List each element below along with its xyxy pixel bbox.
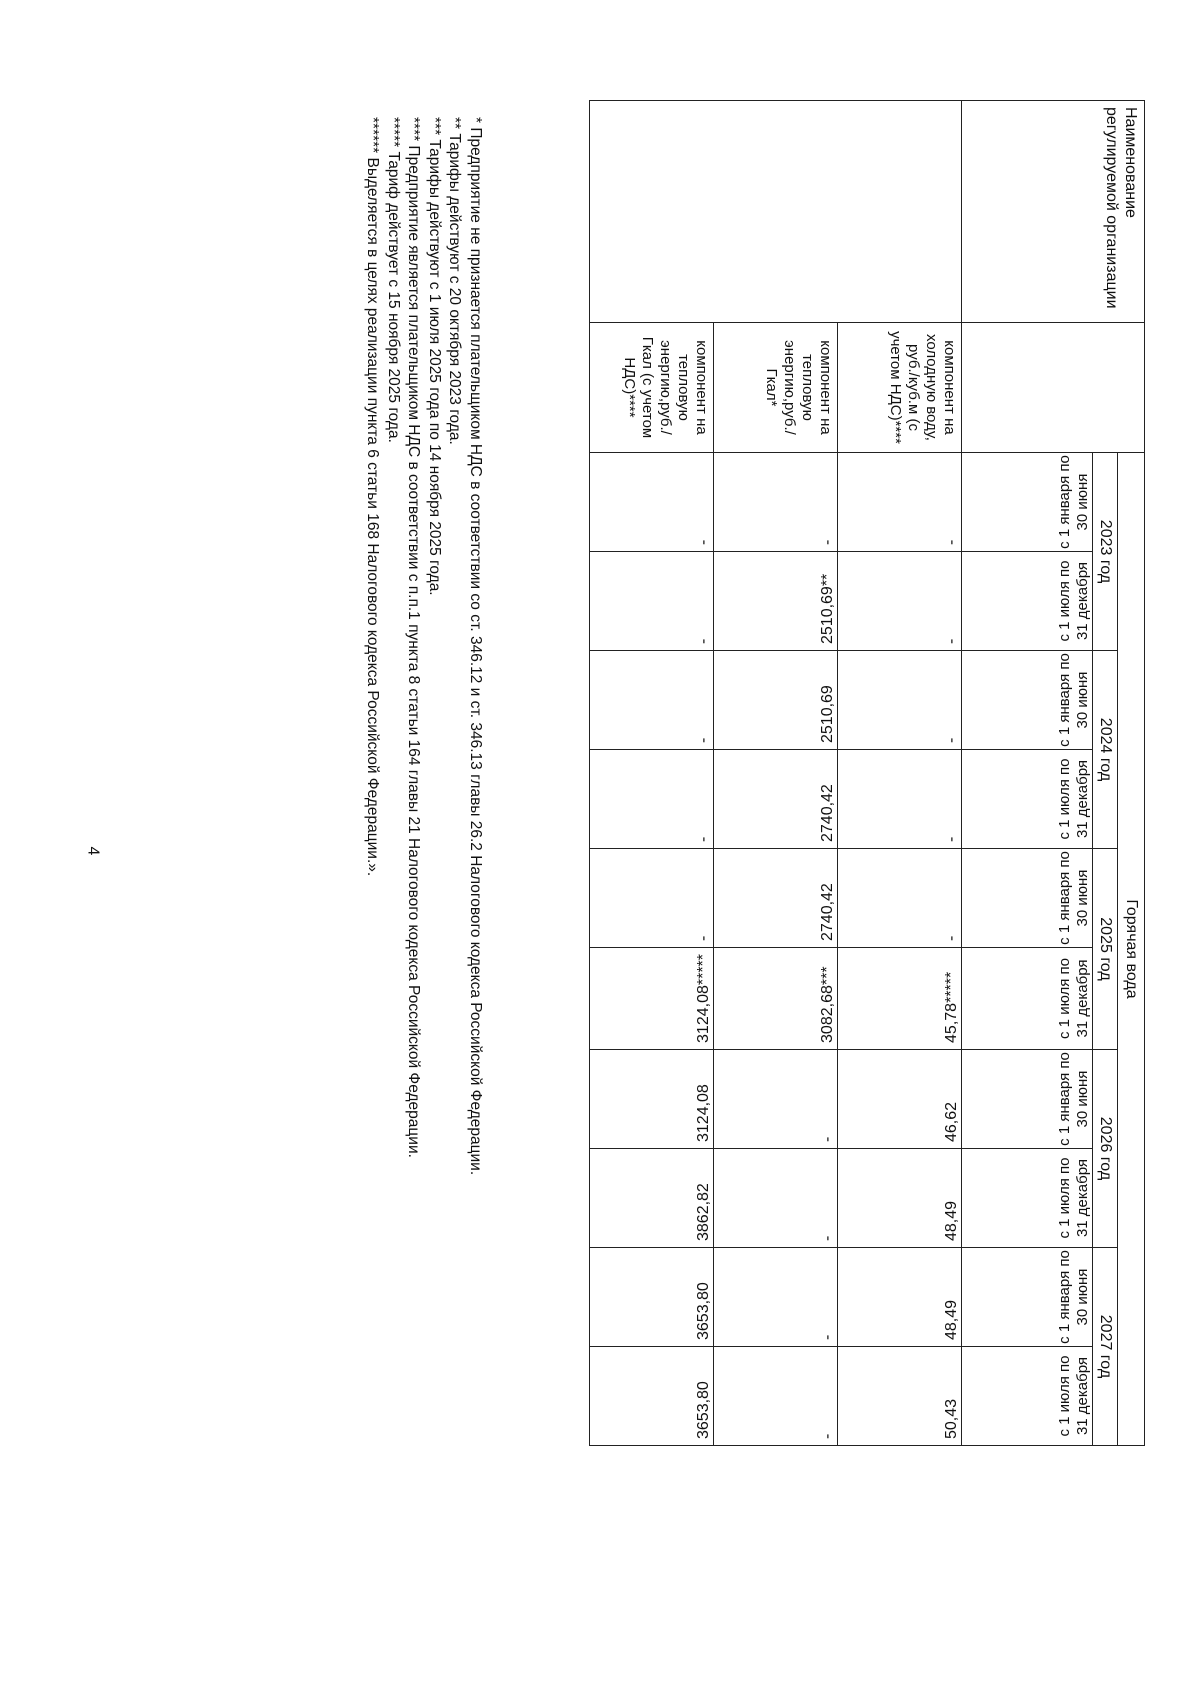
period-label: с 1 июля по 31 декабря	[1056, 958, 1091, 1039]
period-header	[962, 453, 1093, 552]
period-header	[962, 552, 1093, 651]
component-label: компонент на тепловую энергию,руб./Гкал*	[763, 340, 834, 435]
tariff-value: 3124,08*****	[694, 954, 712, 1043]
tariff-cell	[714, 948, 838, 1050]
period-header	[962, 1148, 1093, 1247]
period-header	[962, 1346, 1093, 1445]
period-label: с 1 января по 30 июня	[1056, 851, 1091, 945]
tariff-cell	[714, 1049, 838, 1148]
tariff-cell	[714, 1247, 838, 1346]
tariff-cell	[838, 552, 962, 651]
tariff-cell	[714, 1148, 838, 1247]
tariff-cell	[590, 948, 714, 1050]
table-row	[838, 101, 962, 1446]
tariff-cell	[590, 453, 714, 552]
tariff-value: 48,49	[942, 1299, 960, 1340]
tariff-value: 2510,69**	[818, 573, 836, 644]
period-label: с 1 января по 30 июня	[1056, 455, 1091, 549]
tariff-cell	[590, 1148, 714, 1247]
tariff-cell	[714, 453, 838, 552]
component-cell	[714, 323, 838, 453]
org-name-cell	[590, 101, 962, 323]
tariff-cell	[590, 1346, 714, 1445]
tariff-value: 50,43	[942, 1398, 960, 1439]
tariff-cell	[590, 849, 714, 948]
footnote: *** Тарифы действуют с 1 июля 2025 года по 14 ноября 2025 года.	[426, 117, 443, 596]
tariff-value: -	[818, 1235, 836, 1241]
tariff-value: 48,49	[942, 1200, 960, 1241]
component-header-blank	[962, 323, 1145, 453]
tariff-value: 3082,68***	[818, 966, 836, 1043]
tariff-value: -	[694, 539, 712, 545]
year-header: 2023 год	[1093, 453, 1118, 651]
tariff-cell	[838, 453, 962, 552]
component-cell	[838, 323, 962, 453]
tariff-value: 2510,69	[818, 685, 836, 743]
tariff-cell	[838, 948, 962, 1050]
tariff-cell	[590, 1247, 714, 1346]
period-header	[962, 750, 1093, 849]
tariff-value: 46,62	[942, 1101, 960, 1142]
rotated-content	[55, 55, 1145, 1655]
tariff-cell	[838, 1247, 962, 1346]
tariff-value: -	[942, 539, 960, 545]
group-header: Горячая вода	[1118, 453, 1145, 1446]
tariff-value: 3862,82	[694, 1183, 712, 1241]
tariff-cell	[838, 1148, 962, 1247]
tariff-value: 3653,80	[694, 1381, 712, 1439]
tariff-cell	[838, 1049, 962, 1148]
footnote: * Предприятие не признается плательщиком НДС в соответствии со ст. 346.12 и ст. 346.13 главы 26.2 Налогового кодекса Российской Федерации.	[467, 117, 484, 1176]
year-header: 2024 год	[1093, 651, 1118, 849]
org-header: Наименование регулируемой организации	[962, 101, 1145, 323]
footnote: ** Тарифы действуют с 20 октября 2023 года.	[446, 117, 464, 445]
footnotes	[362, 117, 485, 1617]
page-number: 4	[84, 846, 102, 856]
tariff-value: -	[694, 737, 712, 743]
tariff-cell	[590, 1049, 714, 1148]
tariff-value: -	[942, 836, 960, 842]
footnote: **** Предприятие является плательщиком НДС в соответствии с п.п.1 пункта 8 статьи 164 главы 21 Налогового кодекса Российской Федерации.	[405, 117, 423, 1158]
tariff-value: -	[818, 1334, 836, 1340]
period-label: с 1 июля по 31 декабря	[1056, 1157, 1091, 1239]
year-header: 2027 год	[1093, 1247, 1118, 1445]
component-label: компонент на тепловую энергию,руб./Гкал (с учетом НДС)****	[621, 336, 710, 439]
period-label: с 1 января по 30 июня	[1056, 1250, 1091, 1344]
tariff-cell	[714, 1346, 838, 1445]
tariff-value: 2740,42	[818, 784, 836, 842]
period-label: с 1 июля по 31 декабря	[1056, 758, 1091, 840]
footnote: ****** Выделяется в целях реализации пункта 6 статьи 168 Налогового кодекса Российской Федерации.».	[364, 117, 382, 877]
tariff-value: 2740,42	[818, 883, 836, 941]
tariff-cell	[838, 651, 962, 750]
period-label: с 1 июля по 31 декабря	[1056, 560, 1091, 642]
footnote: ***** Тариф действует с 15 ноября 2025 года.	[385, 117, 402, 443]
period-header	[962, 1247, 1093, 1346]
tariff-value: 3653,80	[694, 1282, 712, 1340]
period-header	[962, 651, 1093, 750]
tariff-value: 3124,08	[694, 1084, 712, 1142]
tariff-value: -	[818, 1136, 836, 1142]
tariff-value: -	[818, 1433, 836, 1439]
tariff-value: -	[942, 935, 960, 941]
period-label: с 1 января по 30 июня	[1056, 653, 1091, 747]
period-header	[962, 1049, 1093, 1148]
tariff-cell	[838, 1346, 962, 1445]
tariff-value: -	[694, 836, 712, 842]
tariff-cell	[714, 651, 838, 750]
period-label: с 1 января по 30 июня	[1056, 1052, 1091, 1146]
tariff-cell	[714, 750, 838, 849]
tariff-cell	[590, 750, 714, 849]
tariff-cell	[590, 651, 714, 750]
tariff-value: -	[942, 737, 960, 743]
tariff-cell	[590, 552, 714, 651]
period-header	[962, 948, 1093, 1050]
tariff-cell	[714, 849, 838, 948]
tariff-cell	[838, 849, 962, 948]
tariff-cell	[838, 750, 962, 849]
year-header: 2026 год	[1093, 1049, 1118, 1247]
period-header	[962, 849, 1093, 948]
component-label: компонент на холодную воду, руб./куб.м (с учетом НДС)****	[887, 331, 958, 444]
tariff-value: 45,78*****	[942, 971, 960, 1043]
tariff-value: -	[694, 638, 712, 644]
tariff-table	[589, 100, 1145, 1446]
year-header: 2025 год	[1093, 849, 1118, 1050]
tariff-value: -	[942, 638, 960, 644]
component-cell	[590, 323, 714, 453]
period-label: с 1 июля по 31 декабря	[1056, 1355, 1091, 1437]
tariff-value: -	[818, 539, 836, 545]
tariff-value: -	[694, 935, 712, 941]
tariff-cell	[714, 552, 838, 651]
